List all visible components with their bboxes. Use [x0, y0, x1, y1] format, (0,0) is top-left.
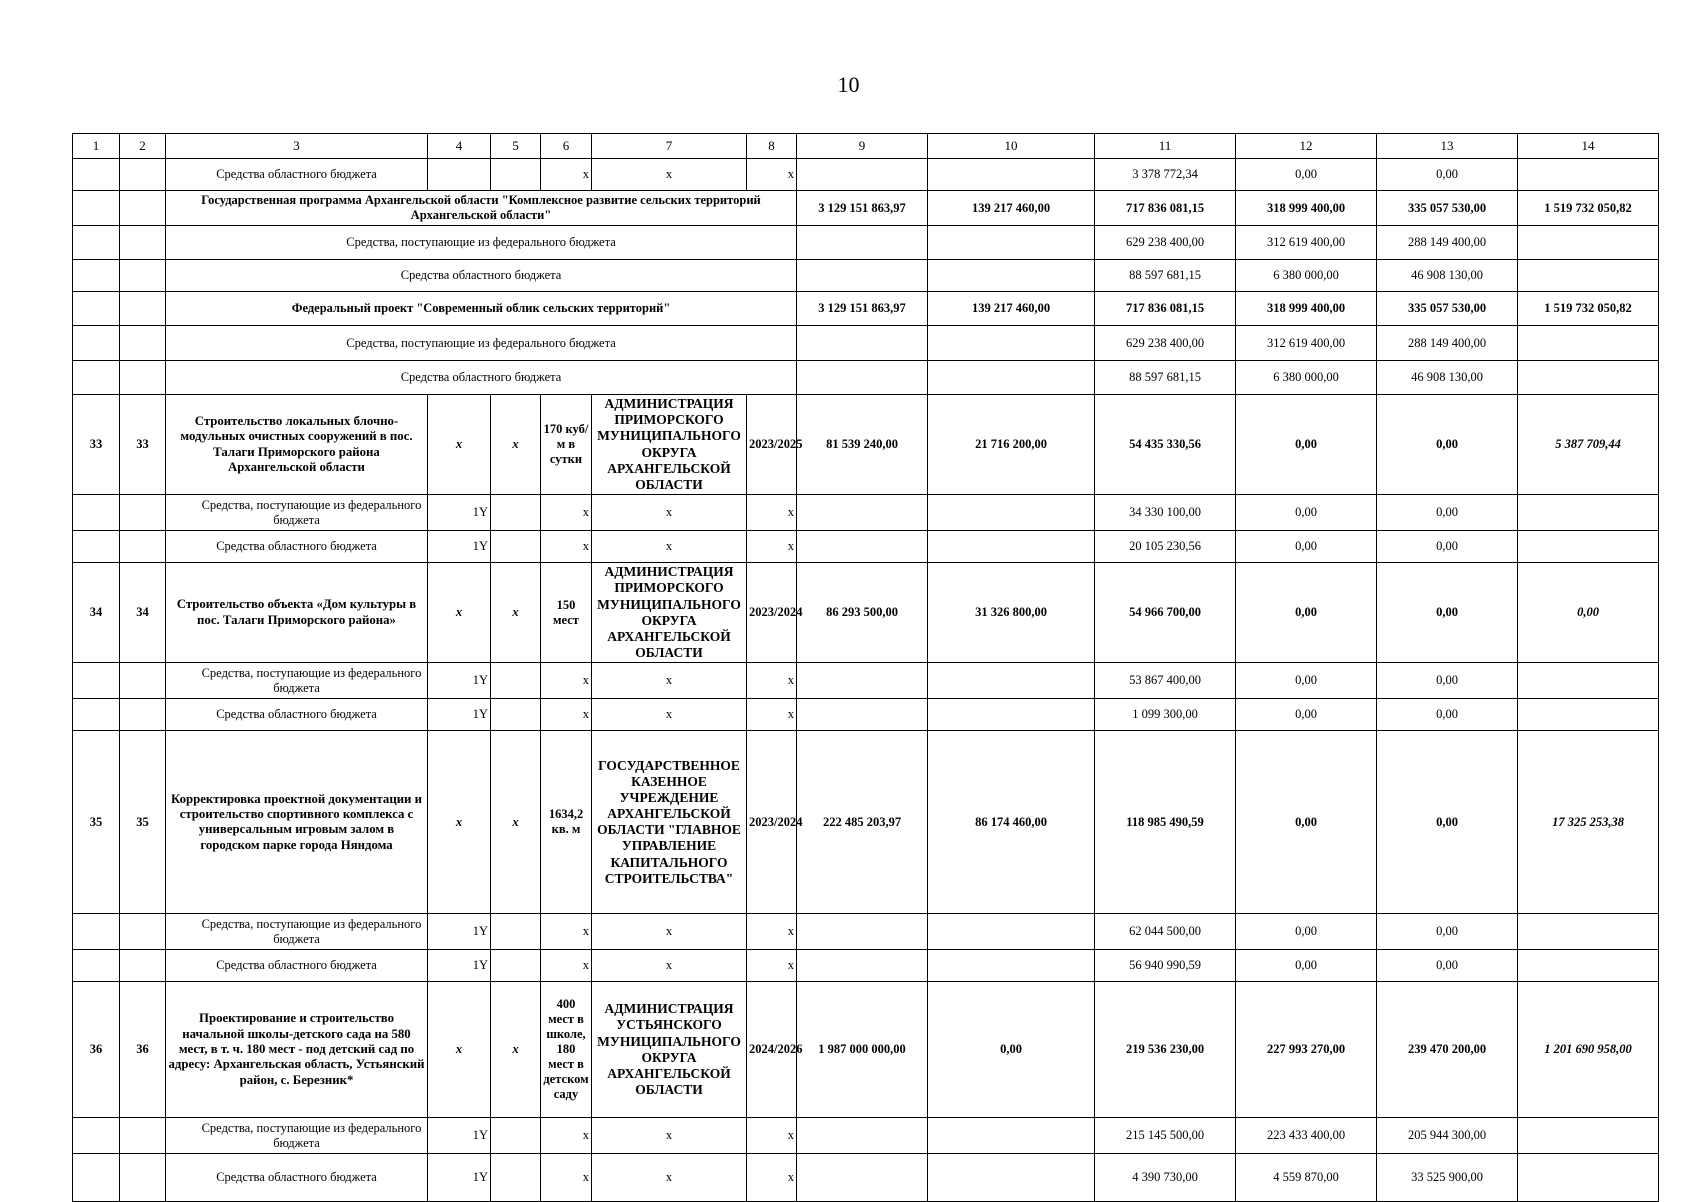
- table-cell: [1518, 260, 1659, 292]
- program-row: [73, 292, 1659, 326]
- prior-funding: 139 217 460,00: [928, 191, 1095, 226]
- capacity: 1634,2 кв. м: [541, 731, 592, 914]
- table-cell: [1518, 159, 1659, 191]
- table-cell: [120, 663, 166, 699]
- year-3-amount: 288 149 400,00: [1377, 326, 1518, 361]
- table-cell: [797, 361, 928, 395]
- col-8-value: x: [747, 1118, 797, 1154]
- table-cell: [1518, 326, 1659, 361]
- col-7-value: x: [592, 159, 747, 191]
- col-8-value: x: [747, 914, 797, 950]
- total-cost: 222 485 203,97: [797, 731, 928, 914]
- col-4-value: 1Y: [428, 1154, 491, 1202]
- funding-source-row: [73, 1154, 1659, 1202]
- table-cell: [797, 1118, 928, 1154]
- table-cell: [1518, 663, 1659, 699]
- year-3-amount: 0,00: [1377, 395, 1518, 495]
- column-header: 3: [166, 134, 428, 159]
- table-cell: [73, 914, 120, 950]
- year-2-amount: 6 380 000,00: [1236, 361, 1377, 395]
- col-8-value: x: [747, 663, 797, 699]
- column-header: 11: [1095, 134, 1236, 159]
- col-4-value: 1Y: [428, 950, 491, 982]
- funding-source-row: [73, 914, 1659, 950]
- capacity: 170 куб/м в сутки: [541, 395, 592, 495]
- table-cell: [928, 326, 1095, 361]
- table-cell: [73, 1154, 120, 1202]
- col-8-value: x: [747, 495, 797, 531]
- col-8-value: x: [747, 699, 797, 731]
- capacity: 400 мест в школе, 180 мест в детском саду: [541, 982, 592, 1118]
- year-3-amount: 46 908 130,00: [1377, 361, 1518, 395]
- table-cell: [120, 292, 166, 326]
- year-2-amount: 0,00: [1236, 495, 1377, 531]
- object-number: 34: [120, 563, 166, 663]
- funding-source-label: Средства, поступающие из федерального бюджета: [166, 663, 428, 699]
- table-cell: [797, 226, 928, 260]
- table-cell: [491, 495, 541, 531]
- col-4-value: 1Y: [428, 914, 491, 950]
- program-title: Государственная программа Архангельской области "Комплексное развитие сельских территорий Архангельской области": [166, 191, 797, 226]
- table-cell: [1518, 914, 1659, 950]
- col-6-value: x: [541, 914, 592, 950]
- column-header: 4: [428, 134, 491, 159]
- year-2-amount: 0,00: [1236, 395, 1377, 495]
- table-cell: [120, 950, 166, 982]
- year-1-amount: 717 836 081,15: [1095, 292, 1236, 326]
- object-row: [73, 731, 1659, 914]
- funding-source-label: Средства областного бюджета: [166, 531, 428, 563]
- year-2-amount: 6 380 000,00: [1236, 260, 1377, 292]
- total-cost: 3 129 151 863,97: [797, 292, 928, 326]
- funding-source-label: Средства областного бюджета: [166, 260, 797, 292]
- year-3-amount: 0,00: [1377, 563, 1518, 663]
- year-2-amount: 318 999 400,00: [1236, 292, 1377, 326]
- table-cell: [928, 159, 1095, 191]
- column-header: 10: [928, 134, 1095, 159]
- object-name: Проектирование и строительство начальной школы-детского сада на 580 мест, в т. ч. 180 мест - под детский сад по адресу: Архангельская область, Устьянский район, с. Березник*: [166, 982, 428, 1118]
- year-3-amount: 205 944 300,00: [1377, 1118, 1518, 1154]
- year-2-amount: 0,00: [1236, 663, 1377, 699]
- year-2-amount: 318 999 400,00: [1236, 191, 1377, 226]
- year-3-amount: 0,00: [1377, 699, 1518, 731]
- table-cell: [928, 699, 1095, 731]
- funding-source-row: [73, 950, 1659, 982]
- col-4-value: 1Y: [428, 1118, 491, 1154]
- col-7-value: x: [592, 663, 747, 699]
- object-name: Строительство локальных блочно-модульных очистных сооружений в пос. Талаги Приморского района Архангельской области: [166, 395, 428, 495]
- capacity: 150 мест: [541, 563, 592, 663]
- year-3-amount: 0,00: [1377, 531, 1518, 563]
- year-1-amount: 88 597 681,15: [1095, 361, 1236, 395]
- funding-source-row: [73, 531, 1659, 563]
- funding-source-label: Средства областного бюджета: [166, 361, 797, 395]
- column-header: 6: [541, 134, 592, 159]
- year-2-amount: 0,00: [1236, 914, 1377, 950]
- construction-period: 2023/2025: [747, 395, 797, 495]
- col-4-value: 1Y: [428, 531, 491, 563]
- table-cell: [73, 361, 120, 395]
- year-2-amount: 223 433 400,00: [1236, 1118, 1377, 1154]
- table-cell: [491, 1154, 541, 1202]
- col-7-value: x: [592, 495, 747, 531]
- funding-source-label: Средства, поступающие из федерального бюджета: [166, 226, 797, 260]
- year-1-amount: 54 966 700,00: [1095, 563, 1236, 663]
- table-cell: [120, 361, 166, 395]
- column-header: 7: [592, 134, 747, 159]
- table-cell: [73, 1118, 120, 1154]
- table-cell: [120, 914, 166, 950]
- table-cell: [797, 914, 928, 950]
- table-cell: [491, 1118, 541, 1154]
- table-cell: [120, 1118, 166, 1154]
- col-8-value: x: [747, 159, 797, 191]
- col-6-value: x: [541, 1154, 592, 1202]
- col-8-value: x: [747, 1154, 797, 1202]
- customer-organization: ГОСУДАРСТВЕННОЕ КАЗЕННОЕ УЧРЕЖДЕНИЕ АРХАНГЕЛЬСКОЙ ОБЛАСТИ "ГЛАВНОЕ УПРАВЛЕНИЕ КАПИТАЛЬНОГО СТРОИТЕЛЬСТВА": [592, 731, 747, 914]
- col-4-value: x: [428, 563, 491, 663]
- table-cell: [1518, 1154, 1659, 1202]
- table-cell: [120, 159, 166, 191]
- col-5-value: x: [491, 395, 541, 495]
- year-3-amount: 239 470 200,00: [1377, 982, 1518, 1118]
- budget-table: [72, 133, 1659, 1202]
- customer-organization: АДМИНИСТРАЦИЯ ПРИМОРСКОГО МУНИЦИПАЛЬНОГО ОКРУГА АРХАНГЕЛЬСКОЙ ОБЛАСТИ: [592, 563, 747, 663]
- object-row: [73, 982, 1659, 1118]
- construction-period: 2024/2026: [747, 982, 797, 1118]
- year-2-amount: 0,00: [1236, 950, 1377, 982]
- object-name: Строительство объекта «Дом культуры в пос. Талаги Приморского района»: [166, 563, 428, 663]
- customer-organization: АДМИНИСТРАЦИЯ ПРИМОРСКОГО МУНИЦИПАЛЬНОГО ОКРУГА АРХАНГЕЛЬСКОЙ ОБЛАСТИ: [592, 395, 747, 495]
- total-cost: 81 539 240,00: [797, 395, 928, 495]
- remaining-amount: 1 201 690 958,00: [1518, 982, 1659, 1118]
- table-cell: [1518, 950, 1659, 982]
- table-cell: [120, 326, 166, 361]
- object-row: [73, 563, 1659, 663]
- col-4-value: x: [428, 982, 491, 1118]
- total-cost: 1 987 000 000,00: [797, 982, 928, 1118]
- funding-source-label: Средства, поступающие из федерального бюджета: [166, 495, 428, 531]
- table-cell: [928, 1118, 1095, 1154]
- table-cell: [491, 531, 541, 563]
- table-cell: [120, 260, 166, 292]
- table-header-row: [73, 134, 1659, 159]
- col-4-value: 1Y: [428, 699, 491, 731]
- table-cell: [120, 191, 166, 226]
- funding-source-row: [73, 1118, 1659, 1154]
- remaining-amount: 1 519 732 050,82: [1518, 292, 1659, 326]
- table-cell: [928, 531, 1095, 563]
- row-number: 34: [73, 563, 120, 663]
- col-6-value: x: [541, 950, 592, 982]
- table-cell: [928, 914, 1095, 950]
- remaining-amount: 1 519 732 050,82: [1518, 191, 1659, 226]
- table-cell: [491, 159, 541, 191]
- year-2-amount: 0,00: [1236, 731, 1377, 914]
- year-1-amount: 219 536 230,00: [1095, 982, 1236, 1118]
- column-header: 8: [747, 134, 797, 159]
- total-cost: 3 129 151 863,97: [797, 191, 928, 226]
- table-cell: [491, 663, 541, 699]
- table-cell: [491, 699, 541, 731]
- funding-source-label: Средства областного бюджета: [166, 159, 428, 191]
- year-3-amount: 0,00: [1377, 495, 1518, 531]
- table-cell: [797, 531, 928, 563]
- customer-organization: АДМИНИСТРАЦИЯ УСТЬЯНСКОГО МУНИЦИПАЛЬНОГО ОКРУГА АРХАНГЕЛЬСКОЙ ОБЛАСТИ: [592, 982, 747, 1118]
- column-header: 14: [1518, 134, 1659, 159]
- table-cell: [797, 260, 928, 292]
- table-cell: [73, 226, 120, 260]
- funding-source-label: Средства областного бюджета: [166, 1154, 428, 1202]
- year-2-amount: 312 619 400,00: [1236, 326, 1377, 361]
- column-header: 12: [1236, 134, 1377, 159]
- col-4-value: x: [428, 395, 491, 495]
- table-cell: [73, 495, 120, 531]
- year-3-amount: 46 908 130,00: [1377, 260, 1518, 292]
- table-cell: [928, 361, 1095, 395]
- column-header: 9: [797, 134, 928, 159]
- column-header: 13: [1377, 134, 1518, 159]
- table-cell: [928, 226, 1095, 260]
- table-cell: [797, 326, 928, 361]
- prior-funding: 86 174 460,00: [928, 731, 1095, 914]
- table-cell: [797, 699, 928, 731]
- table-cell: [73, 292, 120, 326]
- year-2-amount: 312 619 400,00: [1236, 226, 1377, 260]
- object-number: 35: [120, 731, 166, 914]
- table-cell: [73, 159, 120, 191]
- funding-source-row: [73, 361, 1659, 395]
- funding-source-label: Средства, поступающие из федерального бюджета: [166, 914, 428, 950]
- table-cell: [797, 495, 928, 531]
- funding-source-row: [73, 260, 1659, 292]
- table-cell: [491, 950, 541, 982]
- col-6-value: x: [541, 531, 592, 563]
- column-header: 5: [491, 134, 541, 159]
- year-2-amount: 0,00: [1236, 531, 1377, 563]
- remaining-amount: 17 325 253,38: [1518, 731, 1659, 914]
- year-3-amount: 0,00: [1377, 663, 1518, 699]
- year-1-amount: 20 105 230,56: [1095, 531, 1236, 563]
- remaining-amount: 5 387 709,44: [1518, 395, 1659, 495]
- col-7-value: x: [592, 914, 747, 950]
- row-number: 36: [73, 982, 120, 1118]
- table-cell: [73, 191, 120, 226]
- year-3-amount: 288 149 400,00: [1377, 226, 1518, 260]
- funding-source-label: Средства, поступающие из федерального бюджета: [166, 1118, 428, 1154]
- table-cell: [73, 663, 120, 699]
- table-cell: [928, 495, 1095, 531]
- table-cell: [73, 531, 120, 563]
- prior-funding: 139 217 460,00: [928, 292, 1095, 326]
- object-number: 33: [120, 395, 166, 495]
- col-7-value: x: [592, 1118, 747, 1154]
- table-cell: [120, 1154, 166, 1202]
- col-4-value: 1Y: [428, 495, 491, 531]
- prior-funding: 0,00: [928, 982, 1095, 1118]
- remaining-amount: 0,00: [1518, 563, 1659, 663]
- table-cell: [797, 950, 928, 982]
- table-cell: [797, 159, 928, 191]
- table-cell: [1518, 531, 1659, 563]
- year-1-amount: 34 330 100,00: [1095, 495, 1236, 531]
- year-1-amount: 717 836 081,15: [1095, 191, 1236, 226]
- table-cell: [73, 699, 120, 731]
- page-number: 10: [837, 72, 860, 97]
- object-name: Корректировка проектной документации и строительство спортивного комплекса с универсальным игровым залом в городском парке города Няндома: [166, 731, 428, 914]
- year-2-amount: 0,00: [1236, 699, 1377, 731]
- year-3-amount: 0,00: [1377, 159, 1518, 191]
- year-1-amount: 62 044 500,00: [1095, 914, 1236, 950]
- table-cell: [928, 1154, 1095, 1202]
- row-number: 33: [73, 395, 120, 495]
- year-1-amount: 56 940 990,59: [1095, 950, 1236, 982]
- col-5-value: x: [491, 563, 541, 663]
- year-1-amount: 4 390 730,00: [1095, 1154, 1236, 1202]
- funding-source-row: [73, 326, 1659, 361]
- col-4-value: 1Y: [428, 663, 491, 699]
- prior-funding: 21 716 200,00: [928, 395, 1095, 495]
- prior-funding: 31 326 800,00: [928, 563, 1095, 663]
- year-1-amount: 1 099 300,00: [1095, 699, 1236, 731]
- funding-source-row: [73, 226, 1659, 260]
- table-cell: [1518, 226, 1659, 260]
- object-row: [73, 395, 1659, 495]
- year-1-amount: 54 435 330,56: [1095, 395, 1236, 495]
- column-header: 2: [120, 134, 166, 159]
- table-cell: [73, 326, 120, 361]
- year-3-amount: 0,00: [1377, 731, 1518, 914]
- col-6-value: x: [541, 663, 592, 699]
- year-2-amount: 227 993 270,00: [1236, 982, 1377, 1118]
- col-6-value: x: [541, 699, 592, 731]
- program-row: [73, 191, 1659, 226]
- year-2-amount: 0,00: [1236, 159, 1377, 191]
- table-cell: [928, 663, 1095, 699]
- col-6-value: x: [541, 1118, 592, 1154]
- table-cell: [73, 950, 120, 982]
- col-4-value: x: [428, 731, 491, 914]
- col-6-value: x: [541, 495, 592, 531]
- table-cell: [797, 1154, 928, 1202]
- col-8-value: x: [747, 531, 797, 563]
- total-cost: 86 293 500,00: [797, 563, 928, 663]
- year-1-amount: 88 597 681,15: [1095, 260, 1236, 292]
- funding-source-label: Средства областного бюджета: [166, 950, 428, 982]
- year-3-amount: 0,00: [1377, 950, 1518, 982]
- year-3-amount: 33 525 900,00: [1377, 1154, 1518, 1202]
- col-5-value: x: [491, 982, 541, 1118]
- funding-source-row: [73, 495, 1659, 531]
- funding-source-row: [73, 159, 1659, 191]
- year-2-amount: 4 559 870,00: [1236, 1154, 1377, 1202]
- year-1-amount: 629 238 400,00: [1095, 226, 1236, 260]
- column-header: 1: [73, 134, 120, 159]
- year-1-amount: 215 145 500,00: [1095, 1118, 1236, 1154]
- col-6-value: x: [541, 159, 592, 191]
- year-3-amount: 335 057 530,00: [1377, 191, 1518, 226]
- table-cell: [73, 260, 120, 292]
- table-cell: [1518, 361, 1659, 395]
- col-7-value: x: [592, 950, 747, 982]
- funding-source-row: [73, 663, 1659, 699]
- table-cell: [120, 531, 166, 563]
- col-4-value: [428, 159, 491, 191]
- col-7-value: x: [592, 1154, 747, 1202]
- funding-source-label: Средства областного бюджета: [166, 699, 428, 731]
- table-cell: [120, 495, 166, 531]
- table-cell: [928, 260, 1095, 292]
- year-1-amount: 53 867 400,00: [1095, 663, 1236, 699]
- construction-period: 2023/2024: [747, 563, 797, 663]
- year-3-amount: 0,00: [1377, 914, 1518, 950]
- table-cell: [491, 914, 541, 950]
- construction-period: 2023/2024: [747, 731, 797, 914]
- table-cell: [1518, 699, 1659, 731]
- table-cell: [797, 663, 928, 699]
- col-8-value: x: [747, 950, 797, 982]
- table-cell: [1518, 1118, 1659, 1154]
- year-3-amount: 335 057 530,00: [1377, 292, 1518, 326]
- year-1-amount: 118 985 490,59: [1095, 731, 1236, 914]
- year-1-amount: 3 378 772,34: [1095, 159, 1236, 191]
- row-number: 35: [73, 731, 120, 914]
- table-cell: [120, 226, 166, 260]
- funding-source-row: [73, 699, 1659, 731]
- object-number: 36: [120, 982, 166, 1118]
- col-5-value: x: [491, 731, 541, 914]
- table-cell: [1518, 495, 1659, 531]
- year-2-amount: 0,00: [1236, 563, 1377, 663]
- year-1-amount: 629 238 400,00: [1095, 326, 1236, 361]
- col-7-value: x: [592, 699, 747, 731]
- table-cell: [928, 950, 1095, 982]
- funding-source-label: Средства, поступающие из федерального бюджета: [166, 326, 797, 361]
- table-cell: [120, 699, 166, 731]
- program-title: Федеральный проект "Современный облик сельских территорий": [166, 292, 797, 326]
- col-7-value: x: [592, 531, 747, 563]
